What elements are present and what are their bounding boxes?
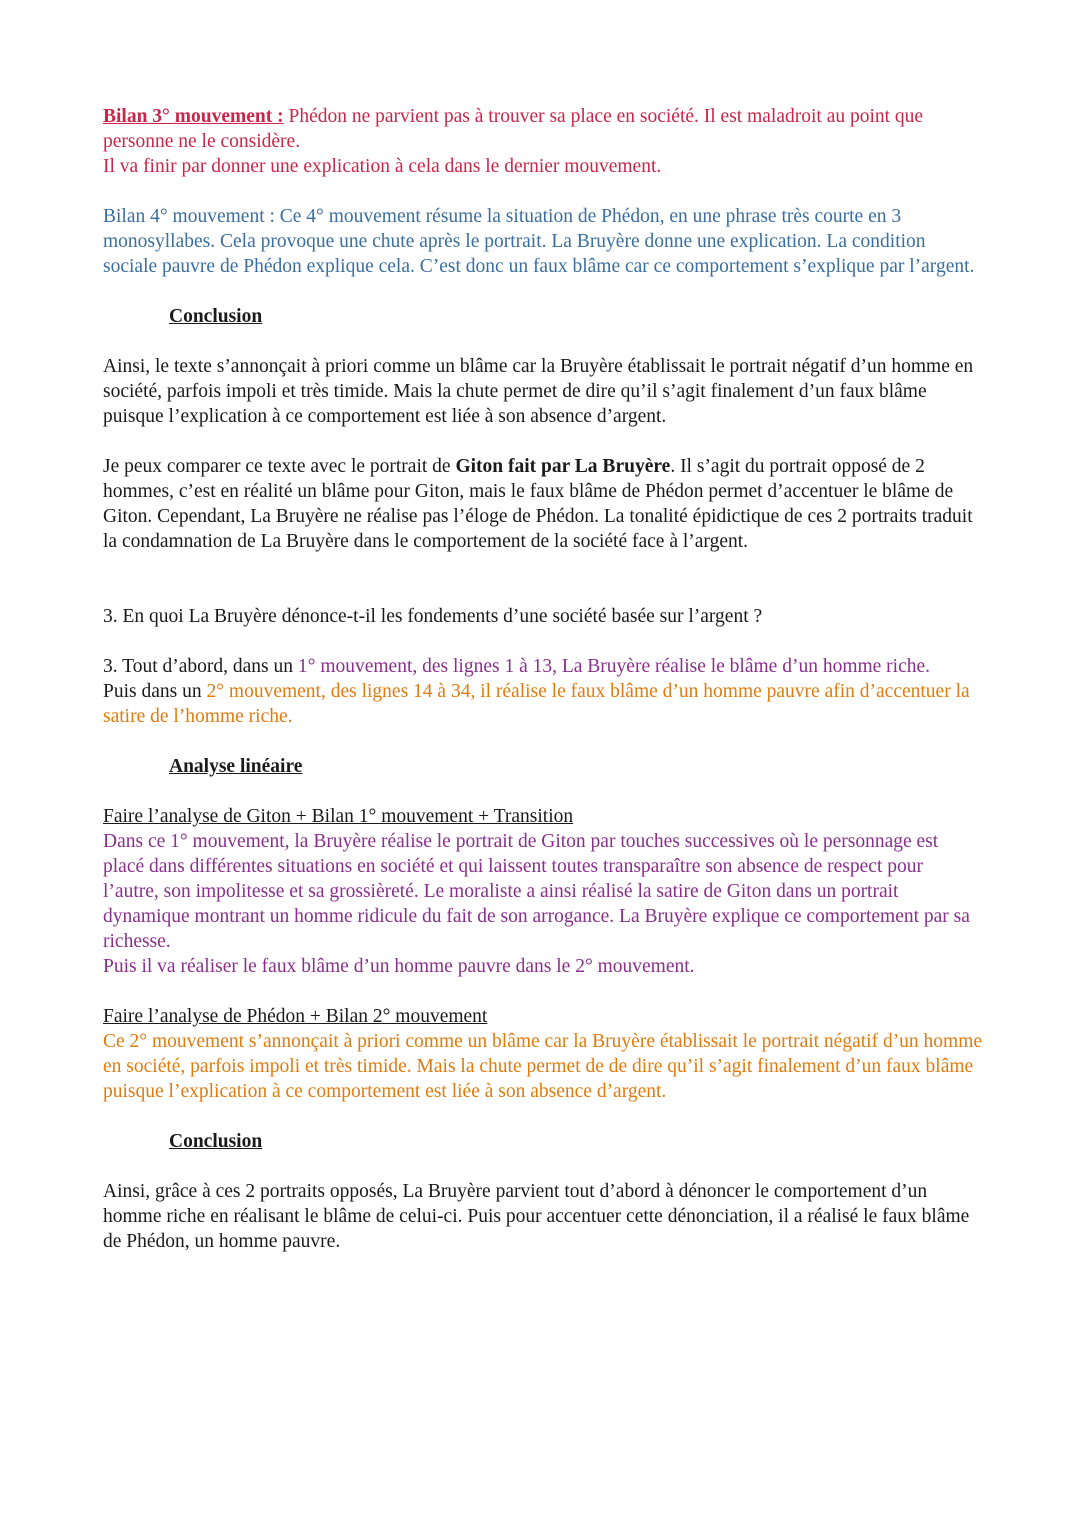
conclusion-1-para2-start: Je peux comparer ce texte avec le portrait de	[103, 456, 456, 477]
giton-text: Dans ce 1° mouvement, la Bruyère réalise le portrait de Giton par touches successives où le personnage est placé dans différentes situations en société et qui laissent toutes transparaître son absence de respect pour l’autre, son impolitesse et sa grossièreté. Le moraliste a ainsi réalisé la satire de Giton dans un portrait dynamique montrant un homme ridicule du fait de son arrogance. La Bruyère explique ce comportement par sa richesse.	[103, 831, 970, 952]
intro-3-paragraph-1	[103, 654, 983, 679]
bilan-4-paragraph: Bilan 4° mouvement : Ce 4° mouvement résume la situation de Phédon, en une phrase très courte en 3 monosyllabes. Cela provoque une chute après le portrait. La Bruyère donne une explication. La condition sociale pauvre de Phédon explique cela. C’est donc un faux blâme car ce comportement s’explique par l’argent.	[103, 206, 975, 277]
giton-title: Faire l’analyse de Giton + Bilan 1° mouvement + Transition	[103, 806, 574, 827]
phedon-text: Ce 2° mouvement s’annonçait à priori comme un blâme car la Bruyère établissait le portrait négatif d’un homme en société, parfois impoli et très timide. Mais la chute permet de de dire qu’il s’agit finalement d’un faux blâme puisque l’explication à ce comportement est liée à son absence d’argent.	[103, 1031, 983, 1102]
bilan-3-text: Phédon ne parvient pas à trouver sa place en société. Il est maladroit au point que personne ne le considère.	[103, 106, 924, 152]
intro-3-part2: Puis dans un	[103, 681, 207, 702]
giton-text-2: Puis il va réaliser le faux blâme d’un homme pauvre dans le 2° mouvement.	[103, 956, 695, 977]
analyse-heading: Analyse linéaire	[169, 756, 303, 777]
bilan-3-label: Bilan 3° mouvement :	[103, 106, 284, 127]
bilan-3-paragraph	[103, 104, 983, 154]
conclusion-1-para2-bold: Giton fait par La Bruyère	[455, 456, 671, 477]
phedon-title: Faire l’analyse de Phédon + Bilan 2° mouvement	[103, 1006, 488, 1027]
conclusion-1-paragraph-2	[103, 454, 983, 554]
intro-3-part1-color: 1° mouvement, des lignes 1 à 13, La Bruyère réalise le blâme d’un homme riche.	[297, 656, 931, 677]
conclusion-2-paragraph: Ainsi, grâce à ces 2 portraits opposés, La Bruyère parvient tout d’abord à dénoncer le comportement d’un homme riche en réalisant le blâme de celui-ci. Puis pour accentuer cette dénonciation, il a réalisé le faux blâme de Phédon, un homme pauvre.	[103, 1181, 970, 1252]
question-3: 3. En quoi La Bruyère dénonce-t-il les fondements d’une société basée sur l’argent ?	[103, 606, 763, 627]
intro-3-paragraph-2	[103, 679, 983, 729]
document-page	[103, 104, 983, 1254]
conclusion-1-paragraph-1: Ainsi, le texte s’annonçait à priori comme un blâme car la Bruyère établissait le portrait négatif d’un homme en société, parfois impoli et très timide. Mais la chute permet de dire qu’il s’agit finalement d’un faux blâme puisque l’explication à ce comportement est liée à son absence d’argent.	[103, 356, 974, 427]
conclusion-heading-1: Conclusion	[169, 306, 263, 327]
intro-3-part2-color: 2° mouvement, des lignes 14 à 34, il réalise le faux blâme d’un homme pauvre afin d’accentuer la satire de l’homme riche.	[103, 681, 970, 727]
conclusion-1-para2-end: . Il s’agit du portrait opposé de 2 hommes, c’est en réalité un blâme pour Giton, mais le faux blâme de Phédon permet d’accentuer le blâme de Giton. Cependant, La Bruyère ne réalise pas l’éloge de Phédon. La tonalité épidictique de ces 2 portraits traduit la condamnation de La Bruyère dans le comportement de la société face à l’argent.	[103, 456, 973, 552]
intro-3-part1: 3. Tout d’abord, dans un	[103, 656, 298, 677]
conclusion-heading-2: Conclusion	[169, 1131, 263, 1152]
bilan-3-line2: Il va finir par donner une explication à cela dans le dernier mouvement.	[103, 156, 662, 177]
